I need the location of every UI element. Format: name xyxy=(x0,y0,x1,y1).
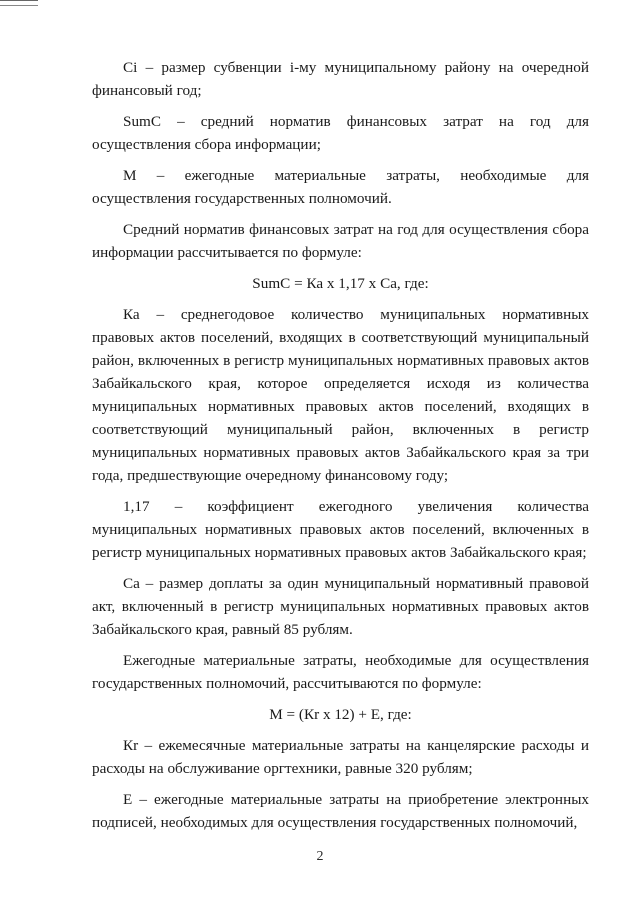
sumc-formula: SumC = Ка х 1,17 х Са, где: xyxy=(252,275,429,292)
page-number: 2 xyxy=(316,849,324,864)
definition-e: Е – ежегодные материальные затраты на приобретение электронных подписей, необходимых для осуществления государственных полномочий, xyxy=(92,791,589,831)
definition-m: М – ежегодные материальные затраты, необходимые для осуществления государственных полномочий. xyxy=(92,167,589,207)
sumc-formula-intro: Средний норматив финансовых затрат на год для осуществления сбора информации рассчитывается по формуле: xyxy=(92,221,589,261)
definition-ci: Сi – размер субвенции i-му муниципальному району на очередной финансовый год; xyxy=(92,59,589,99)
definition-kr: Кr – ежемесячные материальные затраты на канцелярские расходы и расходы на обслуживание оргтехники, равные 320 рублям; xyxy=(92,737,589,777)
definition-ca: Са – размер доплаты за один муниципальный нормативный правовой акт, включенный в регистр муниципальных нормативных правовых актов Забайкальского края, равный 85 рублям. xyxy=(92,575,589,638)
definition-ka: Ка – среднегодовое количество муниципальных нормативных правовых актов поселений, входящих в соответствующий муниципальный район, включенных в регистр муниципальных нормативных правовых актов Забайкальского края, которое определяется исходя из количества муниципальных нормативных правовых актов поселений, входящих в соответствующий муниципальный район, включенных в регистр муниципальных нормативных правовых актов Забайкальского края за три года, предшествующие очередному финансовому году; xyxy=(92,306,589,484)
m-formula: М = (Кr х 12) + Е, где: xyxy=(269,706,412,723)
definition-sumc: SumC – средний норматив финансовых затрат на год для осуществления сбора информации; xyxy=(92,113,589,153)
m-formula-intro: Ежегодные материальные затраты, необходимые для осуществления государственных полномочий, рассчитываются по формуле: xyxy=(92,652,589,692)
scan-corner-mark xyxy=(0,0,38,6)
definition-coefficient: 1,17 – коэффициент ежегодного увеличения количества муниципальных нормативных правовых актов поселений, включенных в регистр муниципальных нормативных правовых актов Забайкальского края; xyxy=(92,498,589,561)
document-body xyxy=(92,56,589,842)
